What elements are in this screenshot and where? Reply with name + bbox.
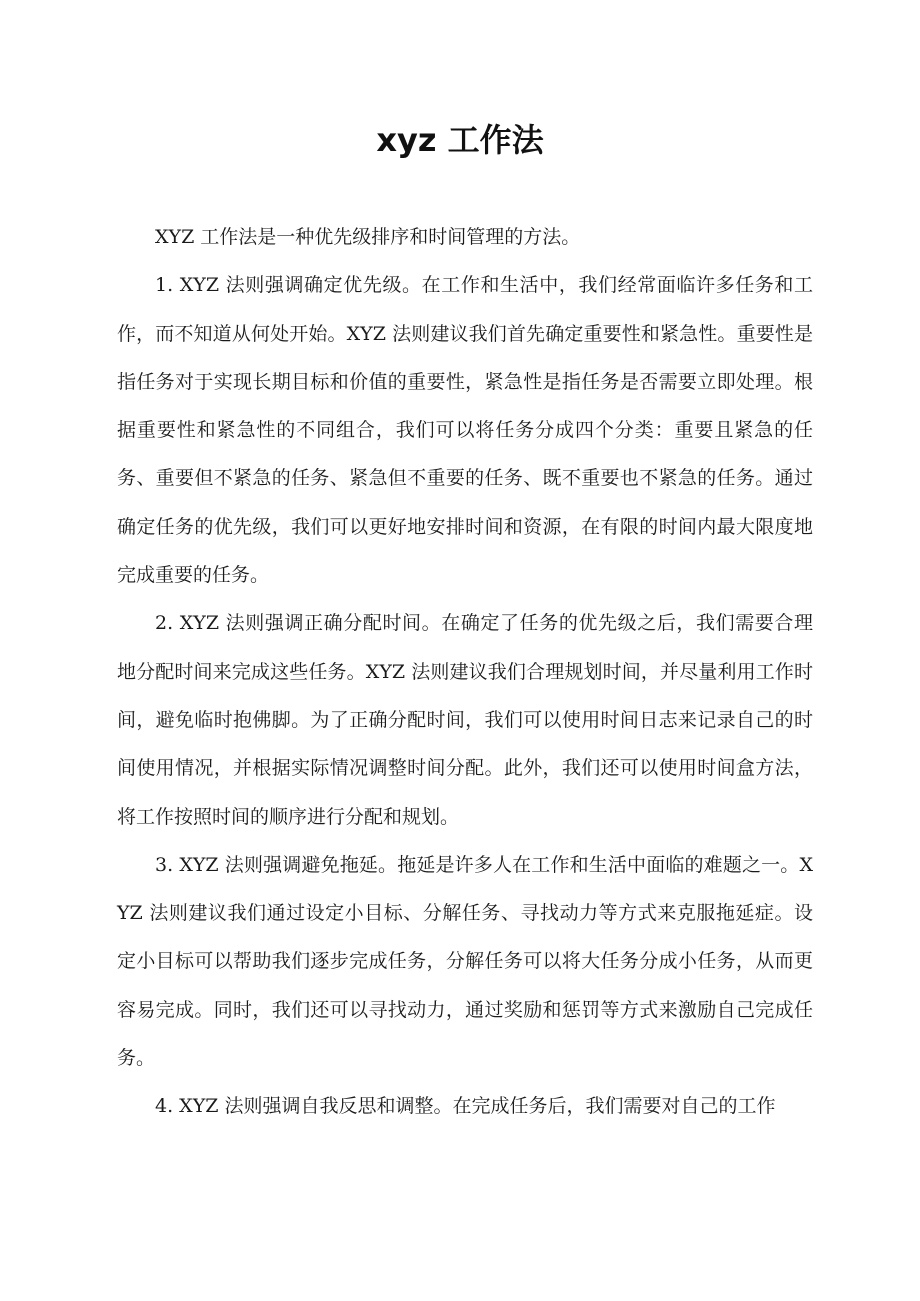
paragraph-time-allocation: 2. XYZ 法则强调正确分配时间。在确定了任务的优先级之后，我们需要合理地分配时间来完成这些任务。XYZ 法则建议我们合理规划时间，并尽量利用工作时间，避免临时抱佛脚。为了正确分配时间，我们可以使用时间日志来记录自己的时间使用情况，并根据实际情况调整时间分配。此外，我们还可以使用时间盒方法，将工作按照时间的顺序进行分配和规划。 <box>117 612 813 828</box>
document-body <box>117 213 813 1131</box>
document-title: xyz 工作法 <box>376 121 544 159</box>
intro-paragraph: XYZ 工作法是一种优先级排序和时间管理的方法。 <box>155 226 581 248</box>
paragraph-priority: 1. XYZ 法则强调确定优先级。在工作和生活中，我们经常面临许多任务和工作，而不知道从何处开始。XYZ 法则建议我们首先确定重要性和紧急性。重要性是指任务对于实现长期目标和价值的重要性，紧急性是指任务是否需要立即处理。根据重要性和紧急性的不同组合，我们可以将任务分成四个分类：重要且紧急的任务、重要但不紧急的任务、紧急但不重要的任务、既不重要也不紧急的任务。通过确定任务的优先级，我们可以更好地安排时间和资源，在有限的时间内最大限度地完成重要的任务。 <box>117 274 813 587</box>
paragraph-reflection: 4. XYZ 法则强调自我反思和调整。在完成任务后，我们需要对自己的工作 <box>155 1095 776 1118</box>
paragraph-procrastination: 3. XYZ 法则强调避免拖延。拖延是许多人在工作和生活中面临的难题之一。XYZ 法则建议我们通过设定小目标、分解任务、寻找动力等方式来克服拖延症。设定小目标可以帮助我们逐步完成任务，分解任务可以将大任务分成小任务，从而更容易完成。同时，我们还可以寻找动力，通过奖励和惩罚等方式来激励自己完成任务。 <box>117 853 813 1070</box>
